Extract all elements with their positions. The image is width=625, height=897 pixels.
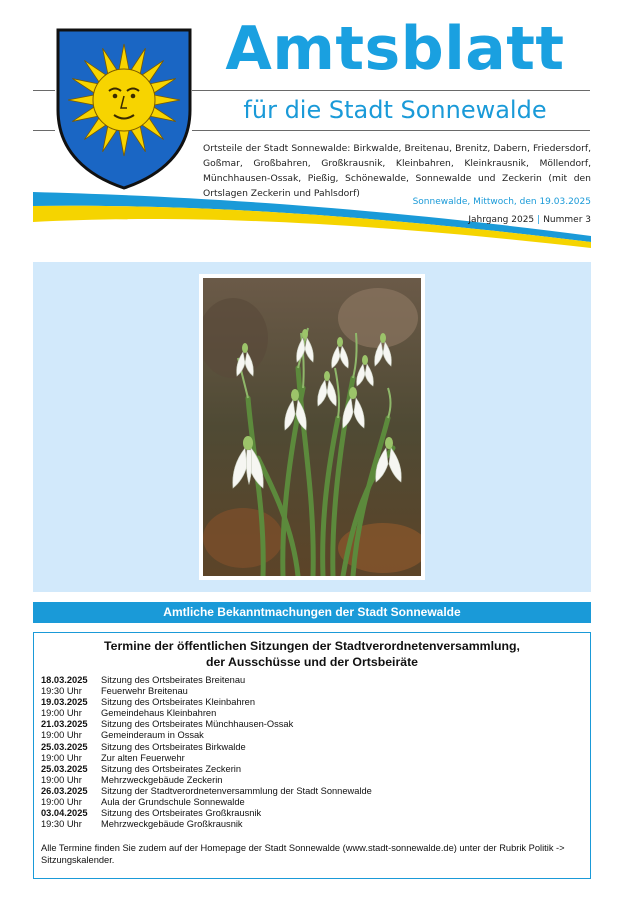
- districts-text: Ortsteile der Stadt Sonnewalde: Birkwalde, Breitenau, Brenitz, Dabern, Friedersdorf, Goßmar, Großbahren, Großkrausnik, Kleinbahren, Kleinkrausnik, Möllendorf, Münchhausen-Ossak, Pießig, Schönewalde, Sonnewalde und Zeckerin (mit den Ortslagen Zeckerin und Pahlsdorf): [203, 143, 591, 199]
- schedule-row: [41, 686, 581, 697]
- volume-label: Jahrgang 2025: [468, 215, 535, 225]
- schedule-date: 25.03.2025: [41, 741, 88, 752]
- schedule-time: 19:00 Uhr: [41, 752, 82, 763]
- schedule-location: Aula der Grundschule Sonnewalde: [101, 797, 245, 808]
- schedule-row: [41, 675, 581, 686]
- schedule-event: Sitzung des Ortsbeirates Großkrausnik: [101, 808, 262, 819]
- snowdrops-photo: [203, 278, 421, 576]
- schedule-event: Sitzung des Ortsbeirates Birkwalde: [101, 741, 246, 752]
- schedule-date: 26.03.2025: [41, 785, 88, 796]
- schedule-event: Sitzung des Ortsbeirates Zeckerin: [101, 763, 242, 774]
- schedule-location: Mehrzweckgebäude Großkrausnik: [101, 819, 243, 830]
- schedule-row: [41, 730, 581, 741]
- schedule-row: [41, 753, 581, 764]
- header-rule-left-bottom: [33, 130, 55, 131]
- issue-number-line: [468, 215, 591, 225]
- masthead-subtitle: für die Stadt Sonnewalde: [243, 96, 547, 124]
- schedule-event: Sitzung der Stadtverordnetenversammlung der Stadt Sonnewalde: [101, 785, 372, 796]
- schedule-location: Mehrzweckgebäude Zeckerin: [101, 774, 223, 785]
- schedule-row: [41, 764, 581, 775]
- schedule-event: Sitzung des Ortsbeirates Breitenau: [101, 675, 246, 685]
- schedule-time: 19:00 Uhr: [41, 730, 82, 741]
- header-rule-right-top: [192, 90, 590, 91]
- issue-number: Nummer 3: [543, 215, 591, 225]
- schedule-location: Feuerwehr Breitenau: [101, 686, 188, 697]
- issue-separator: |: [537, 215, 541, 225]
- schedule-row: [41, 775, 581, 786]
- header-rule-left-top: [33, 90, 55, 91]
- schedule-time: 19:00 Uhr: [41, 708, 82, 719]
- cover-photo-panel: [33, 262, 591, 592]
- schedule-row: [41, 719, 581, 730]
- schedule-row: [41, 786, 581, 797]
- schedule-location: Zur alten Feuerwehr: [101, 752, 185, 763]
- schedule-row: [41, 708, 581, 719]
- schedule-title: [34, 638, 590, 670]
- schedule-title-line2: der Ausschüsse und der Ortsbeiräte: [205, 655, 419, 669]
- issue-date: Sonnewalde, Mittwoch, den 19.03.2025: [412, 197, 591, 207]
- sun-crest-icon: [56, 28, 192, 190]
- schedule-row: [41, 742, 581, 753]
- schedule-date: 21.03.2025: [41, 719, 88, 730]
- schedule-time: 19:30 Uhr: [41, 819, 82, 830]
- schedule-date: 18.03.2025: [41, 675, 88, 685]
- schedule-row: [41, 697, 581, 708]
- masthead-title: Amtsblatt: [225, 14, 565, 84]
- schedule-row: [41, 819, 581, 830]
- header-rule-right-bottom: [192, 130, 590, 131]
- schedule-time: 19:30 Uhr: [41, 686, 82, 697]
- schedule-date: 25.03.2025: [41, 763, 88, 774]
- schedule-time: 19:00 Uhr: [41, 797, 82, 808]
- schedule-time: 19:00 Uhr: [41, 774, 82, 785]
- schedule-event: Sitzung des Ortsbeirates Kleinbahren: [101, 697, 256, 708]
- schedule-note: Alle Termine finden Sie zudem auf der Homepage der Stadt Sonnewalde (www.stadt-sonnewalde.de) unter der Rubrik Politik -> Sitzungskalender.: [41, 843, 565, 865]
- schedule-date: 03.04.2025: [41, 808, 88, 819]
- photo-frame: [199, 274, 425, 580]
- schedule-location: Gemeinderaum in Ossak: [101, 730, 204, 741]
- schedule-location: Gemeindehaus Kleinbahren: [101, 708, 217, 719]
- schedule-event: Sitzung des Ortsbeirates Münchhausen-Ossak: [101, 719, 294, 730]
- section-banner: Amtliche Bekanntmachungen der Stadt Sonnewalde: [33, 602, 591, 623]
- schedule-title-line1: Termine der öffentlichen Sitzungen der Stadtverordnetenversammlung,: [104, 639, 520, 653]
- schedule-list: [41, 675, 581, 830]
- schedule-row: [41, 808, 581, 819]
- schedule-row: [41, 797, 581, 808]
- schedule-date: 19.03.2025: [41, 697, 88, 708]
- meeting-schedule-box: [33, 632, 591, 879]
